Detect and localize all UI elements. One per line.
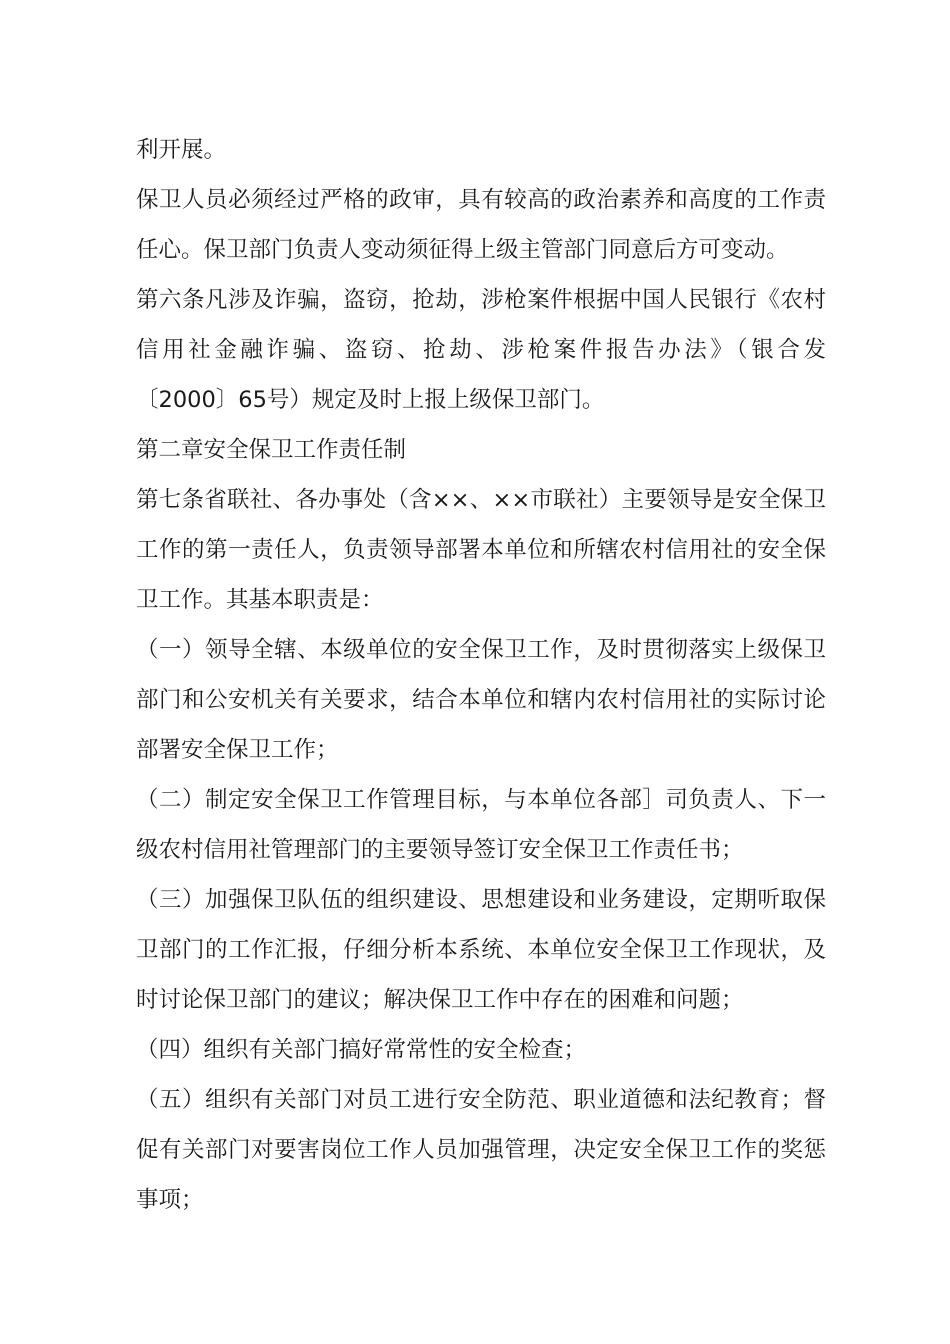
text-line: 事项； bbox=[136, 1187, 204, 1213]
text-line: 保卫人员必须经过严格的政审，具有较高的政治素养和高度的工作责 bbox=[136, 187, 826, 213]
text-line: （二）制定安全保卫工作管理目标，与本单位各部］司负责人、下一 bbox=[136, 787, 826, 813]
text-line: 信用社金融诈骗、盗窃、抢劫、涉枪案件报告办法》（银合发 bbox=[136, 337, 826, 363]
text-line: 卫工作。其基本职责是： bbox=[136, 587, 384, 613]
text-line: 部门和公安机关有关要求，结合本单位和辖内农村信用社的实际讨论 bbox=[136, 687, 826, 713]
text-line: 时讨论保卫部门的建议；解决保卫工作中存在的困难和问题； bbox=[136, 987, 744, 1013]
chapter-heading: 第二章安全保卫工作责任制 bbox=[136, 437, 407, 463]
text-line: 部署安全保卫工作； bbox=[136, 737, 339, 763]
text-line: （三）加强保卫队伍的组织建设、思想建设和业务建设，定期听取保 bbox=[136, 887, 826, 913]
text-line: （五）组织有关部门对员工进行安全防范、职业道德和法纪教育；督 bbox=[136, 1087, 826, 1113]
text-line: 级农村信用社管理部门的主要领导签订安全保卫工作责任书； bbox=[136, 837, 744, 863]
text-line: 工作的第一责任人，负责领导部署本单位和所辖农村信用社的安全保 bbox=[136, 537, 826, 563]
text-line: 任心。保卫部门负责人变动须征得上级主管部门同意后方可变动。 bbox=[136, 237, 789, 263]
text-line: 第七条省联社、各办事处（含××、××市联社）主要领导是安全保卫 bbox=[136, 487, 826, 513]
text-line: 利开展。 bbox=[136, 137, 227, 163]
text-line: 卫部门的工作汇报，仔细分析本系统、本单位安全保卫工作现状，及 bbox=[136, 937, 826, 963]
text-line: 促有关部门对要害岗位工作人员加强管理，决定安全保卫工作的奖惩 bbox=[136, 1137, 826, 1163]
text-line: （一）领导全辖、本级单位的安全保卫工作，及时贯彻落实上级保卫 bbox=[136, 637, 826, 663]
text-line: 第六条凡涉及诈骗，盗窃，抢劫，涉枪案件根据中国人民银行《农村 bbox=[136, 287, 826, 313]
text-line: （四）组织有关部门搞好常常性的安全检查； bbox=[136, 1037, 587, 1063]
text-line: 〔2000〕65号）规定及时上报上级保卫部门。 bbox=[136, 387, 605, 413]
